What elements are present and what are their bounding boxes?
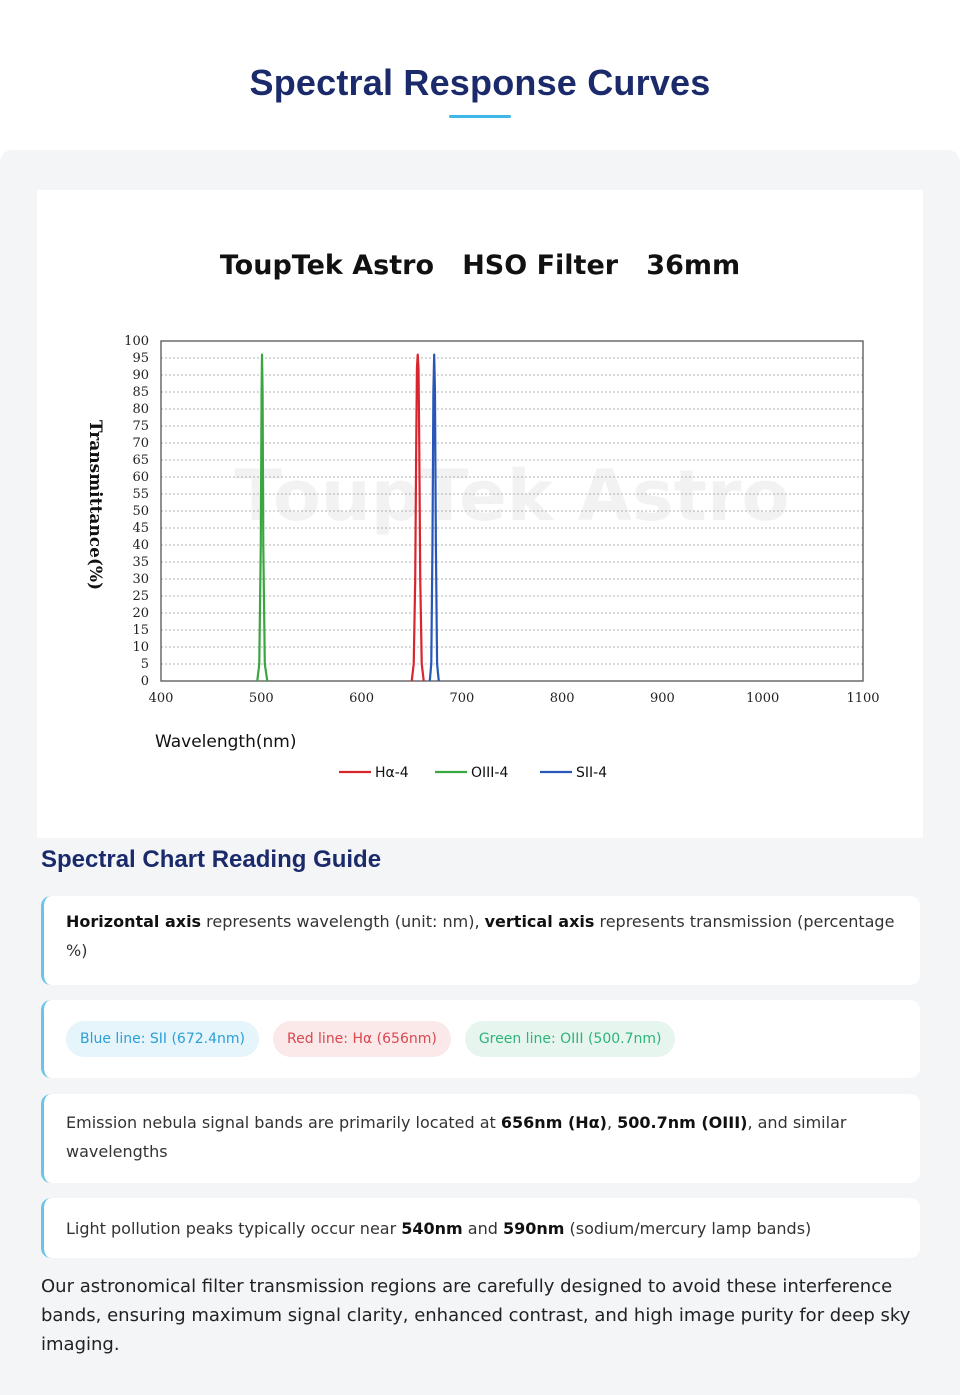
x-tick-label: 900 [650,691,675,706]
y-tick-label: 5 [140,657,149,672]
pill-green-line: Green line: OIII (500.7nm) [465,1021,676,1057]
chart-title: ToupTek Astro HSO Filter 36mm [219,250,741,281]
chart-card [37,190,923,838]
page-title: Spectral Response Curves [249,62,711,103]
legend-label-2: SII-4 [576,765,608,781]
text-span: (sodium/mercury lamp bands) [564,1218,812,1238]
title-underline [449,115,511,118]
guide-card-pollution-text [66,1214,811,1243]
y-axis-label: Transmittance(%) [85,419,105,591]
guide-card-axes-text [66,907,896,965]
x-tick-label: 500 [248,691,274,706]
oiii-band: 500.7nm (OIII) [617,1113,748,1132]
pill-red-line: Red line: Hα (656nm) [273,1021,451,1057]
guide-card-lines [41,1000,920,1078]
text-span: represents wavelength (unit: nm), [201,912,485,931]
y-tick-label: 30 [132,572,149,587]
x-axis-label: Wavelength(nm) [155,732,297,752]
ha-band: 656nm (Hα) [500,1113,607,1132]
text-span: Light pollution peaks typically occur near [66,1218,402,1238]
y-tick-label: 20 [132,606,149,621]
guide-card-axes [41,896,920,985]
y-tick-label: 50 [132,504,149,519]
closing-paragraph: Our astronomical filter transmission regions are carefully designed to avoid these interference bands, ensuring maximum signal clarity, enhanced contrast, and high image purity for deep sky imaging. [41,1276,911,1355]
text-span: , [606,1113,618,1132]
guide-card-emission [41,1094,920,1183]
vertical-axis-label: vertical axis [484,912,595,931]
text-span: Emission nebula signal bands are primarily located at [66,1113,501,1132]
x-tick-label: 800 [549,691,575,706]
y-tick-label: 45 [132,521,149,536]
spectral-chart [37,190,923,838]
guide-title: Spectral Chart Reading Guide [41,846,382,873]
y-tick-label: 100 [124,334,149,349]
y-tick-label: 40 [132,538,149,553]
y-tick-label: 35 [132,555,149,570]
y-tick-label: 95 [132,351,149,366]
y-tick-label: 85 [132,385,149,400]
legend-label-1: OIII-4 [471,765,509,781]
text-span: and [462,1218,503,1238]
x-tick-label: 1000 [746,691,780,706]
y-tick-label: 10 [132,640,149,655]
y-tick-label: 15 [132,623,149,638]
x-tick-label: 600 [349,691,374,706]
horizontal-axis-label: Horizontal axis [66,912,202,931]
legend-label-0: Hα-4 [375,765,409,781]
y-tick-label: 65 [132,453,149,468]
y-tick-label: 0 [140,674,149,689]
y-tick-label: 75 [132,419,149,434]
y-tick-label: 80 [132,402,149,417]
y-tick-label: 55 [132,487,149,502]
y-tick-label: 60 [132,470,149,485]
chart-watermark: ToupTek Astro [234,455,790,537]
x-tick-label: 400 [148,691,174,706]
x-tick-label: 1100 [846,691,880,706]
y-tick-label: 90 [132,368,149,383]
text-span: represents transmission (percentage %) [66,912,895,960]
y-tick-label: 70 [132,436,149,451]
pill-blue-line: Blue line: SII (672.4nm) [66,1021,259,1057]
text-span: , and similar wavelengths [66,1113,847,1161]
pollution-peak-540: 540nm [401,1218,463,1238]
x-tick-label: 700 [449,691,475,706]
y-tick-label: 25 [132,589,149,604]
pollution-peak-590: 590nm [503,1218,565,1238]
guide-card-emission-text [66,1108,896,1166]
guide-card-pollution [41,1198,920,1258]
